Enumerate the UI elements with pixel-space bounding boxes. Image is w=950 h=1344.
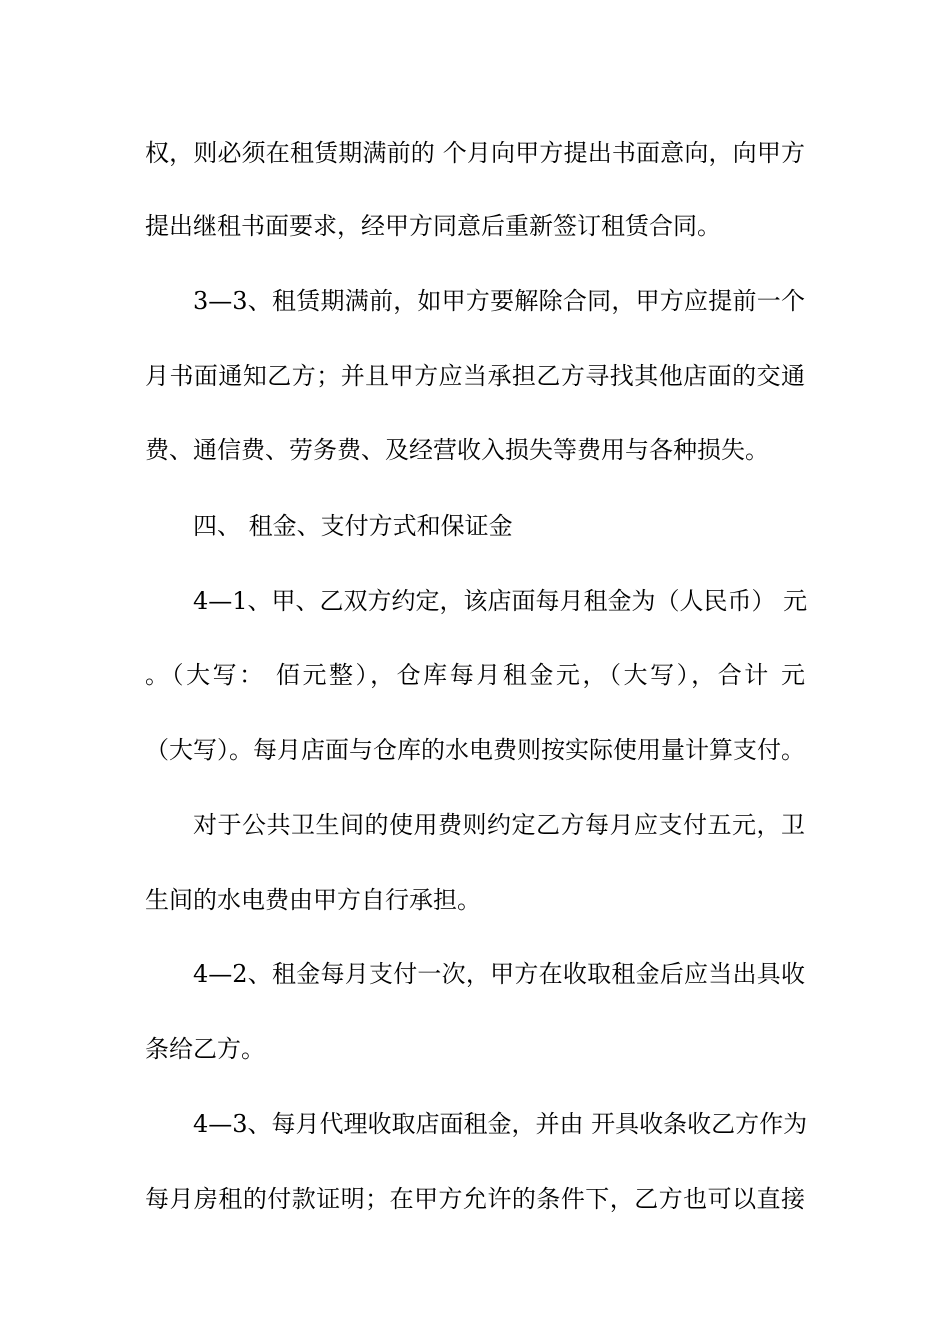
paragraph-line: 4—3、每月代理收取店面租金，并由 开具收条收乙方作为 — [193, 1110, 808, 1138]
paragraph-line: 生间的水电费由甲方自行承担。 — [145, 886, 481, 914]
paragraph-line: 条给乙方。 — [145, 1035, 265, 1063]
paragraph-line: 月书面通知乙方；并且甲方应当承担乙方寻找其他店面的交通 — [145, 362, 805, 390]
paragraph-line: 4—2、租金每月支付一次，甲方在收取租金后应当出具收 — [193, 960, 805, 988]
paragraph-line: （大写）。每月店面与仓库的水电费则按实际使用量计算支付。 — [145, 736, 805, 764]
paragraph-line: 每月房租的付款证明；在甲方允许的条件下，乙方也可以直接 — [145, 1185, 805, 1213]
paragraph-line: 。（大写： 佰元整），仓库每月租金元，（大写），合计 元 — [145, 661, 805, 689]
paragraph-line: 4—1、甲、乙双方约定，该店面每月租金为（人民币） 元 — [193, 587, 808, 615]
paragraph-line: 费、通信费、劳务费、及经营收入损失等费用与各种损失。 — [145, 436, 769, 464]
paragraph-line: 权，则必须在租赁期满前的 个月向甲方提出书面意向，向甲方 — [145, 139, 805, 167]
paragraph-line: 对于公共卫生间的使用费则约定乙方每月应支付五元，卫 — [193, 811, 805, 839]
paragraph-line: 提出继租书面要求，经甲方同意后重新签订租赁合同。 — [145, 212, 721, 240]
section-heading: 四、 租金、支付方式和保证金 — [193, 512, 513, 540]
paragraph-line: 3—3、租赁期满前，如甲方要解除合同，甲方应提前一个 — [193, 287, 805, 315]
